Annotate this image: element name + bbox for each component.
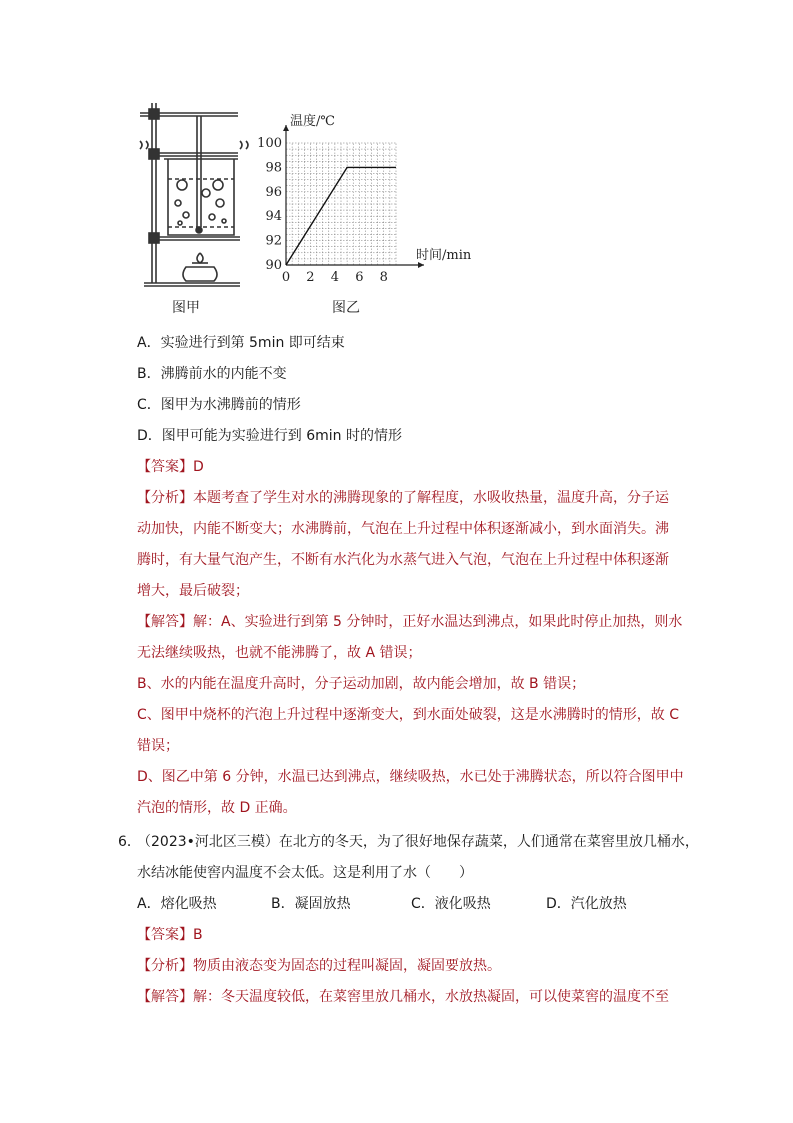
q5-answer-line [137, 457, 204, 477]
answer-value: D [193, 459, 204, 475]
y-axis-arrow [283, 125, 289, 131]
y-axis-label: 温度/℃ [290, 114, 335, 129]
solution-text: 解：冬天温度较低，在菜窖里放几桶水，水放热凝固，可以使菜窖的温度不至 [193, 989, 669, 1005]
solution-tag: 【解答】 [137, 614, 193, 630]
q6-answer-line [137, 925, 203, 945]
caption-figure-right: 图乙 [332, 300, 360, 316]
x-tick-label: 0 [281, 270, 291, 285]
q6-stem-line-2: 水结冰能使窖内温度不会太低。这是利用了水（ ） [137, 865, 473, 881]
answer-tag: 【答案】 [137, 459, 193, 475]
q5-option-b: B．沸腾前水的内能不变 [137, 366, 287, 382]
x-tick-label: 4 [330, 270, 340, 285]
analysis-text: 本题考查了学生对水的沸腾现象的了解程度，水吸收热量，温度升高，分子运 [193, 490, 669, 506]
figure [130, 95, 490, 325]
x-tick-label: 2 [306, 270, 315, 285]
q5-solution-line-4: C、图甲中烧杯的汽泡上升过程中逐渐变大，到水面处破裂，这是水沸腾时的情形，故 C [137, 707, 679, 723]
q5-solution-line-1 [137, 612, 682, 632]
x-axis-label: 时间/min [416, 248, 472, 263]
q5-option-a: A．实验进行到第 5min 即可结束 [137, 335, 345, 351]
q6-option-b: B．凝固放热 [271, 896, 351, 912]
y-tick-label: 100 [257, 136, 282, 151]
analysis-text: 物质由液态变为固态的过程叫凝固，凝固要放热。 [193, 958, 501, 974]
analysis-tag: 【分析】 [137, 490, 193, 506]
solution-text: 解：A、实验进行到第 5 分钟时，正好水温达到沸点，如果此时停止加热，则水 [193, 614, 683, 630]
analysis-tag: 【分析】 [137, 958, 193, 974]
q5-option-c: C．图甲为水沸腾前的情形 [137, 397, 301, 413]
y-tick-label: 98 [265, 160, 282, 176]
y-tick-label: 96 [265, 184, 282, 200]
q5-analysis-line-3: 腾时，有大量气泡产生，不断有水汽化为水蒸气进入气泡，气泡在上升过程中体积逐渐 [137, 552, 669, 568]
q5-analysis-line-1 [137, 488, 669, 508]
q5-option-d: D．图甲可能为实验进行到 6min 时的情形 [137, 428, 402, 444]
q5-solution-line-6: D、图乙中第 6 分钟，水温已达到沸点，继续吸热，水已处于沸腾状态，所以符合图甲中 [137, 769, 684, 785]
answer-tag: 【答案】 [137, 927, 193, 943]
q5-solution-line-3: B、水的内能在温度升高时，分子运动加剧，故内能会增加，故 B 错误； [137, 676, 586, 692]
x-tick-label: 8 [379, 270, 388, 285]
q5-analysis-line-2: 动加快，内能不断变大；水沸腾前，气泡在上升过程中体积逐渐减小，到水面消失。沸 [137, 521, 669, 537]
q6-option-a: A．熔化吸热 [137, 896, 217, 912]
solution-tag: 【解答】 [137, 989, 193, 1005]
y-tick-label: 92 [265, 233, 282, 249]
q6-option-d: D．汽化放热 [546, 896, 627, 912]
q6-solution-line [137, 987, 669, 1007]
q6-analysis-line [137, 956, 501, 976]
y-tick-label: 94 [265, 209, 282, 225]
temperature-time-chart [257, 95, 486, 295]
q5-solution-line-2: 无法继续吸热，也就不能沸腾了，故 A 错误； [137, 645, 422, 661]
q6-number: 6． [118, 834, 141, 850]
q6-option-c: C．液化吸热 [411, 896, 491, 912]
y-tick-label: 90 [265, 258, 282, 273]
caption-figure-left: 图甲 [172, 300, 200, 316]
x-tick-label: 6 [355, 270, 364, 285]
q5-analysis-line-4: 增大，最后破裂； [137, 583, 249, 599]
q6-stem-line-1: （2023•河北区三模）在北方的冬天，为了很好地保存蔬菜，人们通常在菜窖里放几桶水， [137, 834, 699, 850]
answer-value: B [193, 927, 203, 943]
q5-solution-line-7: 汽泡的情形，故 D 正确。 [137, 800, 297, 816]
q5-solution-line-5: 错误； [137, 738, 179, 754]
boiling-apparatus-illustration [130, 95, 250, 295]
